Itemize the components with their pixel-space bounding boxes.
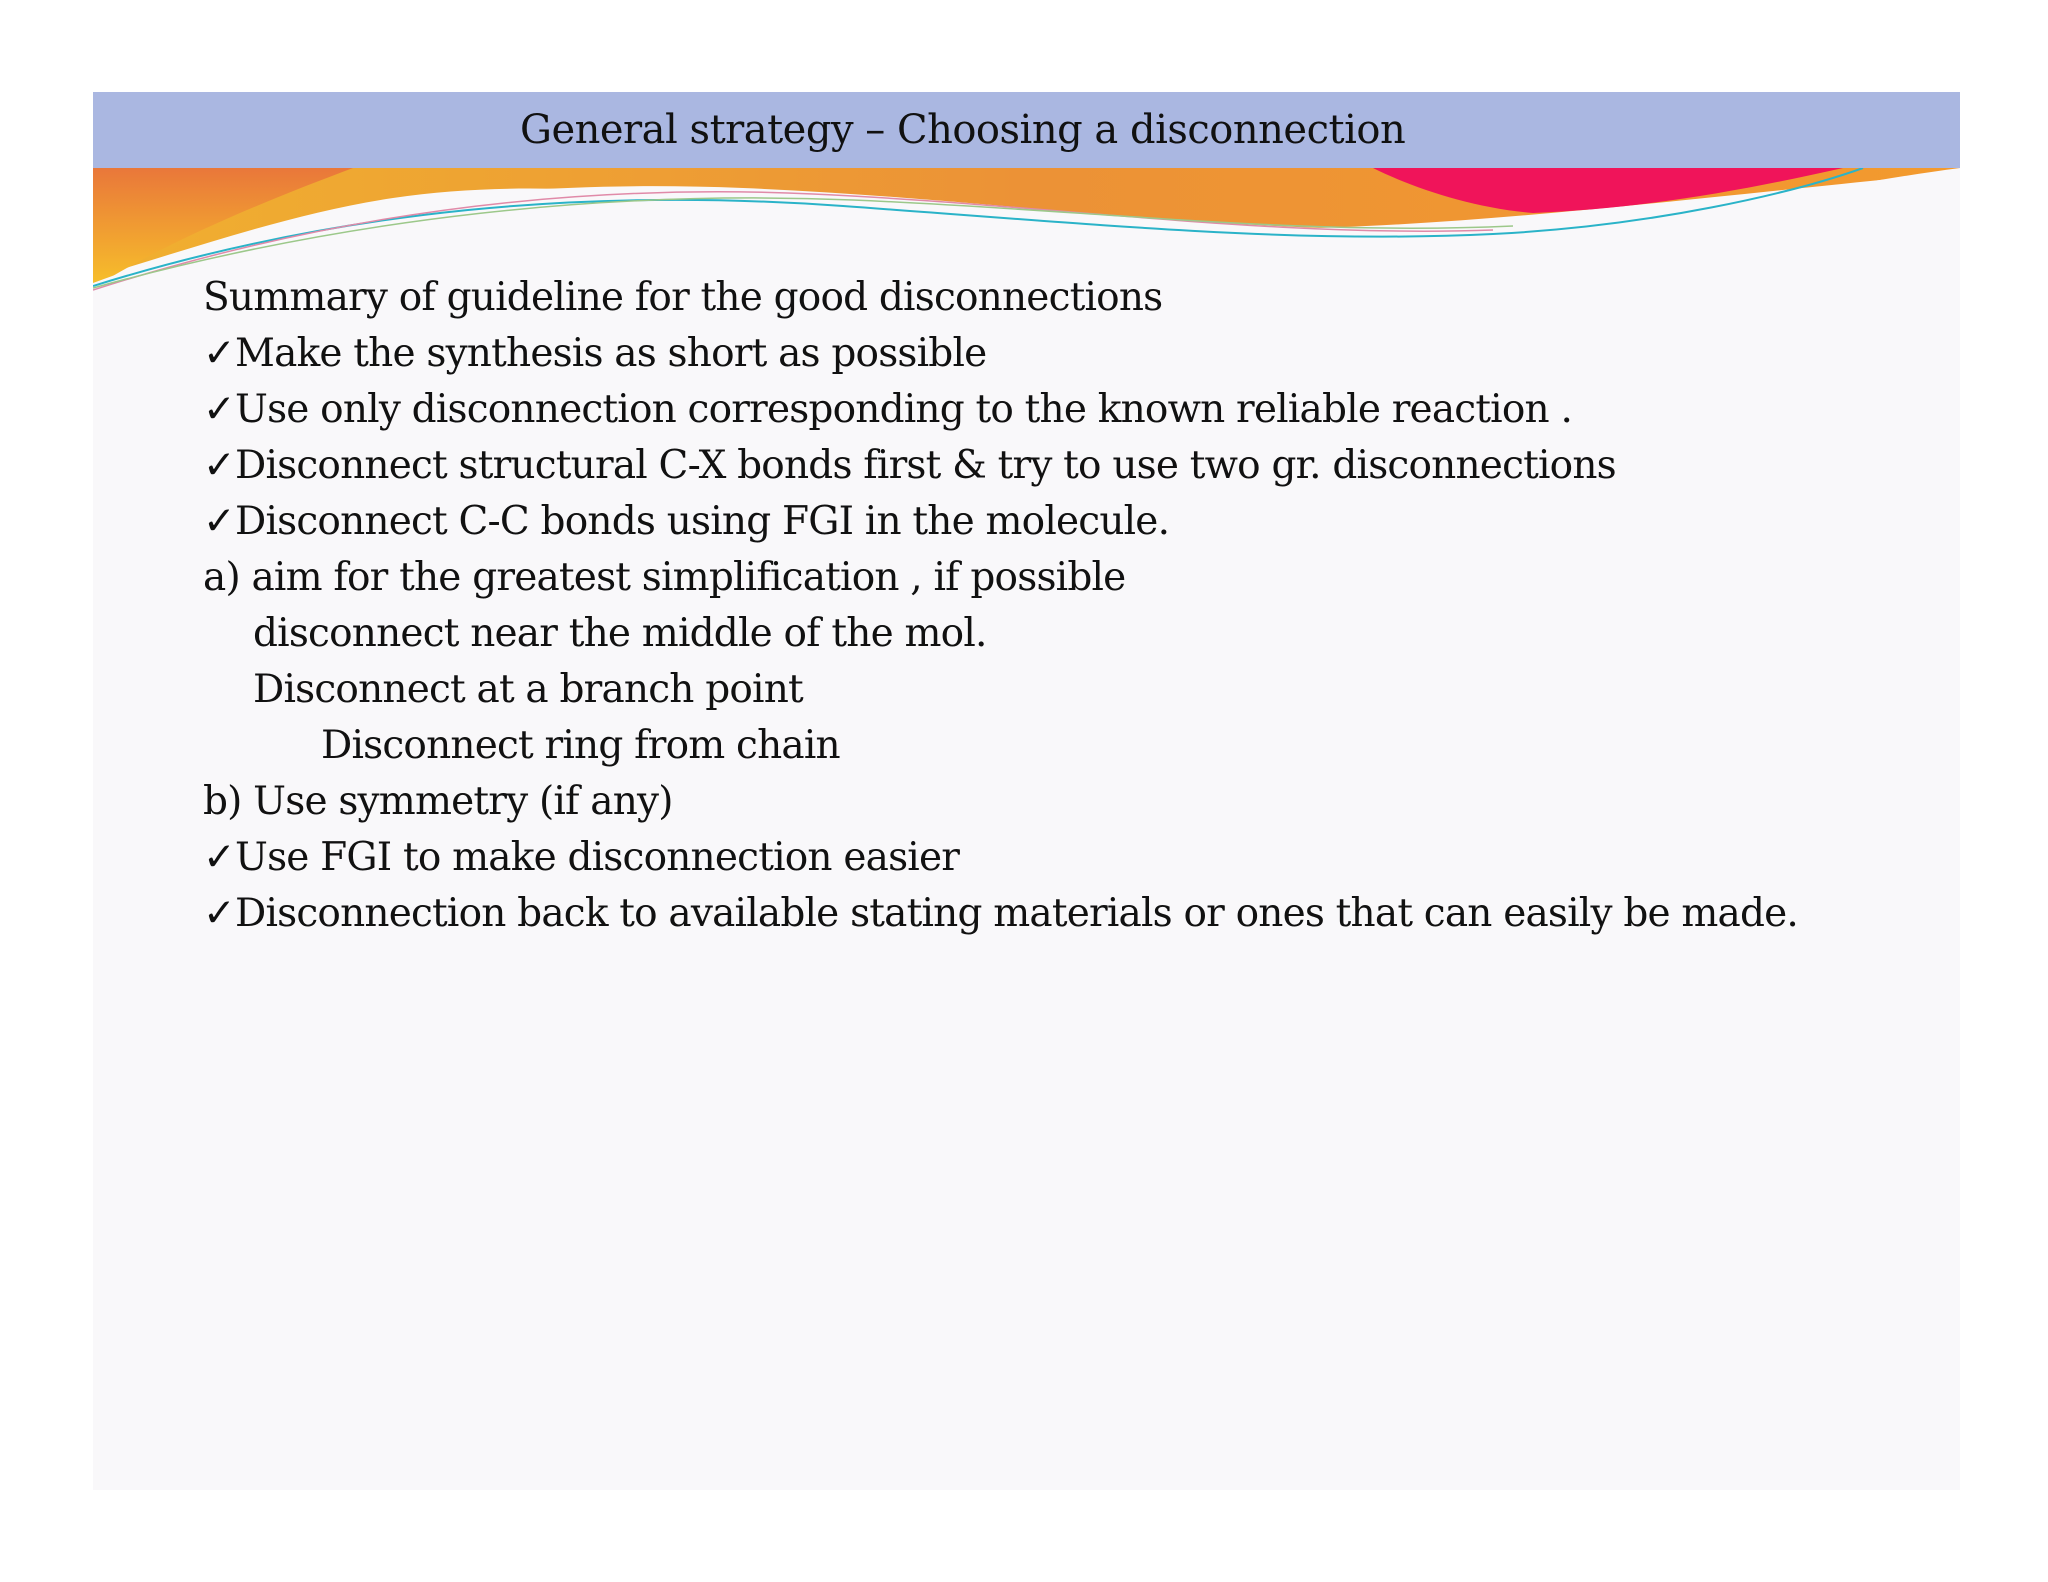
- sub-point-a-line: Disconnect ring from chain: [321, 723, 840, 768]
- guideline-item: [203, 438, 1943, 494]
- slide-title: General strategy – Choosing a disconnection: [520, 107, 1406, 153]
- slide: [93, 92, 1960, 1490]
- sub-point-a: a) aim for the greatest simplification , if possible: [203, 555, 1126, 600]
- sub-point-a-line: disconnect near the middle of the mol.: [253, 611, 987, 656]
- sub-point-b: b) Use symmetry (if any): [203, 779, 673, 824]
- guideline-item: [203, 382, 1943, 438]
- guideline-item: [203, 886, 1943, 942]
- check-icon: ✓: [203, 387, 235, 432]
- guideline-text: Use FGI to make disconnection easier: [235, 835, 960, 880]
- guideline-text: Disconnect structural C-X bonds first & try to use two gr. disconnections: [235, 443, 1616, 488]
- guideline-item: [203, 830, 1943, 886]
- summary-heading: Summary of guideline for the good disconnections: [203, 275, 1163, 320]
- check-icon: ✓: [203, 331, 235, 376]
- guideline-item: [203, 326, 1943, 382]
- guideline-text: Make the synthesis as short as possible: [235, 331, 987, 376]
- guideline-text: Use only disconnection corresponding to the known reliable reaction .: [235, 387, 1573, 432]
- title-bar: [93, 92, 1960, 168]
- check-icon: ✓: [203, 499, 235, 544]
- guideline-text: Disconnect C-C bonds using FGI in the molecule.: [235, 499, 1170, 544]
- slide-body: [203, 270, 1943, 942]
- guideline-text: Disconnection back to available stating materials or ones that can easily be made.: [235, 891, 1799, 936]
- check-icon: ✓: [203, 891, 235, 936]
- check-icon: ✓: [203, 443, 235, 488]
- guideline-item: [203, 494, 1943, 550]
- sub-point-a-line: Disconnect at a branch point: [253, 667, 803, 712]
- check-icon: ✓: [203, 835, 235, 880]
